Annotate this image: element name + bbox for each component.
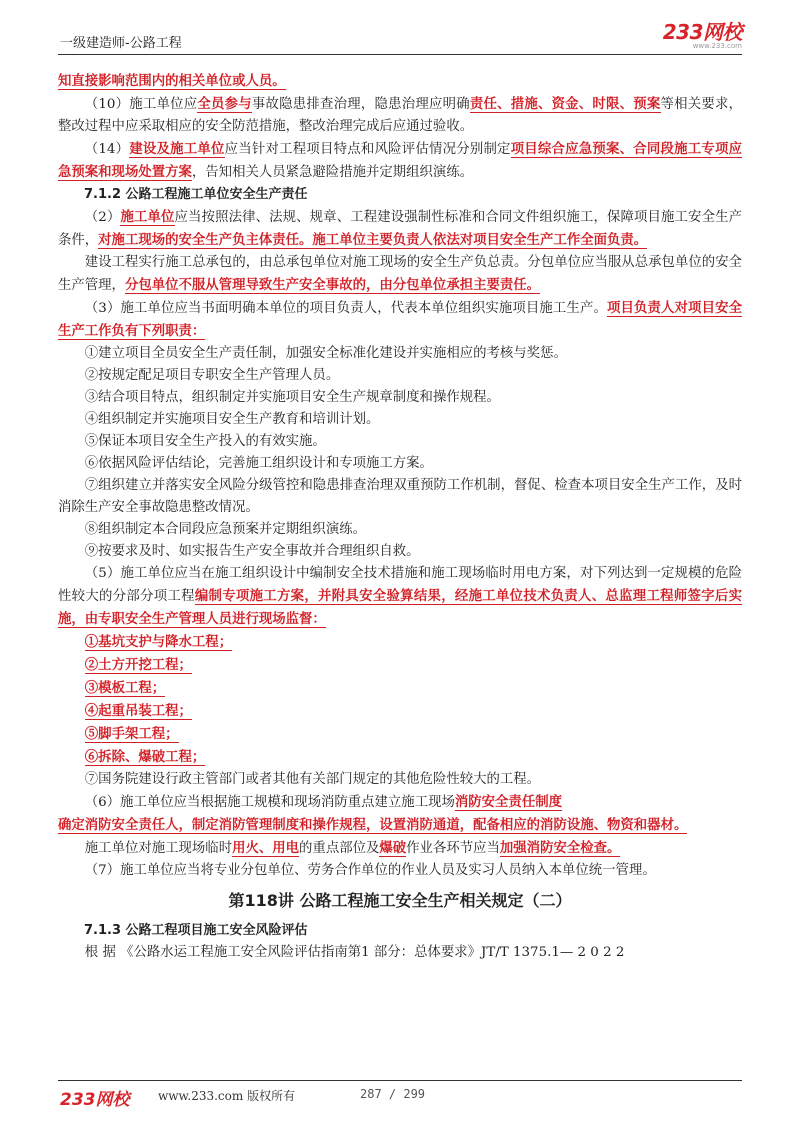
list-item: ③结合项目特点，组织制定并实施项目安全生产规章制度和操作规程。	[84, 390, 500, 405]
document-body	[58, 70, 742, 964]
list-item	[58, 654, 742, 677]
highlight: 全员参与	[197, 96, 252, 112]
text: （3）施工单位应当书面明确本单位的项目负责人，代表本单位组织实施项目施工生产。	[84, 301, 607, 316]
section-heading: 7.1.3 公路工程项目施工安全风险评估	[84, 923, 308, 938]
highlight: 项目综合应急预案、合同段施工专项应急预案和现场处置方案	[58, 141, 743, 180]
text: 应当针对工程项目特点和风险评估情况分别制定	[224, 142, 511, 157]
highlight: ①基坑支护与降水工程；	[84, 634, 233, 650]
paragraph	[58, 563, 742, 631]
highlight: 知直接影响范围内的相关单位或人员。	[58, 73, 286, 89]
paragraph	[58, 138, 742, 184]
highlight: 对施工现场的安全生产负主体责任。施工单位主要负责人依法对项目安全生产工作全面负责。	[98, 232, 648, 248]
highlight: ⑤脚手架工程；	[84, 726, 179, 742]
paragraph: （7）施工单位应当将专业分包单位、劳务合作单位的作业人员及实习人员纳入本单位统一管理。	[84, 863, 656, 878]
highlight: 用火、用电	[232, 840, 300, 856]
list-item: ⑥依据风险评估结论，完善施工组织设计和专项施工方案。	[84, 456, 433, 471]
text: 事故隐患排查治理，隐患治理应明确	[251, 97, 470, 112]
list-item: ⑦国务院建设行政主管部门或者其他有关部门规定的其他危险性较大的工程。	[84, 772, 541, 787]
logo-text: 233网校	[662, 20, 742, 44]
paragraph	[58, 70, 742, 93]
text: ，告知相关人员紧急避险措施并定期组织演练。	[191, 165, 474, 180]
text: 应当按照法律、法规、规章、工程建设强制性标准和合同文件组织施工，保障项目施工安全生产条件，	[58, 210, 742, 248]
logo-url: www.233.com	[692, 42, 742, 50]
list-item	[58, 700, 742, 723]
header-title: 一级建造师-公路工程	[60, 36, 182, 51]
highlight: 施工单位	[120, 209, 175, 225]
lecture-title: 第118讲 公路工程施工安全生产相关规定（二）	[228, 891, 572, 910]
page-number: 287 / 299	[360, 1087, 426, 1101]
footer-logo: 233网校	[60, 1090, 130, 1110]
text: 等相关要求，整改过程中应采取相应的安全防范措施，整改治理完成后应通过验收。	[58, 97, 743, 134]
list-item: ①建立项目全员安全生产责任制，加强安全标准化建设并实施相应的考核与奖惩。	[84, 346, 567, 361]
text: （5）施工单位应当在施工组织设计中编制安全技术措施和施工现场临时用电方案，对下列达到一定规模的危险性较大的分部分项工程	[58, 566, 742, 604]
highlight: 消防安全责任制度	[454, 794, 562, 810]
paragraph	[58, 837, 742, 860]
list-item: ⑧组织制定本合同段应急预案并定期组织演练。	[84, 522, 366, 537]
paragraph	[58, 206, 742, 252]
section-heading: 7.1.2 公路工程施工单位安全生产责任	[84, 187, 308, 202]
highlight: ③模板工程；	[84, 680, 166, 696]
text: 建设工程实行施工总承包的，由总承包单位对施工现场的安全生产负总责。分包单位应当服从总承包单位的安全生产管理，	[58, 255, 742, 293]
highlight: 责任、措施、资金、时限、预案	[469, 96, 661, 112]
text: （14）	[84, 142, 130, 157]
brand-logo	[663, 22, 742, 51]
list-item: ⑤保证本项目安全生产投入的有效实施。	[84, 434, 326, 449]
paragraph: 根 据 《公路水运工程施工安全风险评估指南第1 部分：总体要求》JT/T 1375.1— 2 0 2 2	[84, 945, 625, 960]
paragraph	[58, 93, 742, 138]
highlight: 确定消防安全责任人，制定消防管理制度和操作规程，设置消防通道，配备相应的消防设施、物资和器材。	[58, 817, 688, 833]
page-header	[58, 22, 742, 55]
list-item: ⑦组织建立并落实安全风险分级管控和隐患排查治理双重预防工作机制，督促、检查本项目安全生产工作，及时消除生产安全事故隐患整改情况。	[58, 478, 742, 515]
text: （10）施工单位应	[84, 97, 198, 112]
paragraph	[58, 297, 742, 343]
highlight: 加强消防安全检查。	[499, 840, 621, 856]
list-item	[58, 677, 742, 700]
paragraph	[58, 252, 742, 297]
paragraph	[58, 791, 742, 814]
list-item	[58, 746, 742, 769]
page-footer	[58, 1080, 742, 1110]
highlight: ②土方开挖工程；	[84, 657, 192, 673]
text: 作业各环节应当	[406, 841, 500, 856]
highlight: 编制专项施工方案，并附具安全验算结果，经施工单位技术负责人、总监理工程师签字后实施，由专职安全生产管理人员进行现场监督：	[58, 588, 742, 627]
highlight: ⑥拆除、爆破工程；	[84, 749, 206, 765]
text: 施工单位对施工现场临时	[84, 841, 233, 856]
list-item	[58, 723, 742, 746]
highlight: 项目负责人对项目安全生产工作负有下列职责：	[58, 300, 742, 339]
list-item	[58, 631, 742, 654]
highlight: 建设及施工单位	[129, 141, 225, 157]
highlight: 爆破	[379, 840, 407, 856]
paragraph	[58, 814, 742, 837]
highlight: ④起重吊装工程；	[84, 703, 192, 719]
text: （2）	[84, 210, 121, 225]
text: （6）施工单位应当根据施工规模和现场消防重点建立施工现场	[84, 795, 455, 810]
footer-copyright: www.233.com 版权所有	[158, 1089, 296, 1103]
list-item: ⑨按要求及时、如实报告生产安全事故并合理组织自救。	[84, 544, 420, 559]
text: 的重点部位及	[299, 841, 380, 856]
list-item: ②按规定配足项目专职安全生产管理人员。	[84, 368, 340, 383]
highlight: 分包单位不服从管理导致生产安全事故的，由分包单位承担主要责任。	[124, 277, 541, 293]
list-item: ④组织制定并实施项目安全生产教育和培训计划。	[84, 412, 380, 427]
